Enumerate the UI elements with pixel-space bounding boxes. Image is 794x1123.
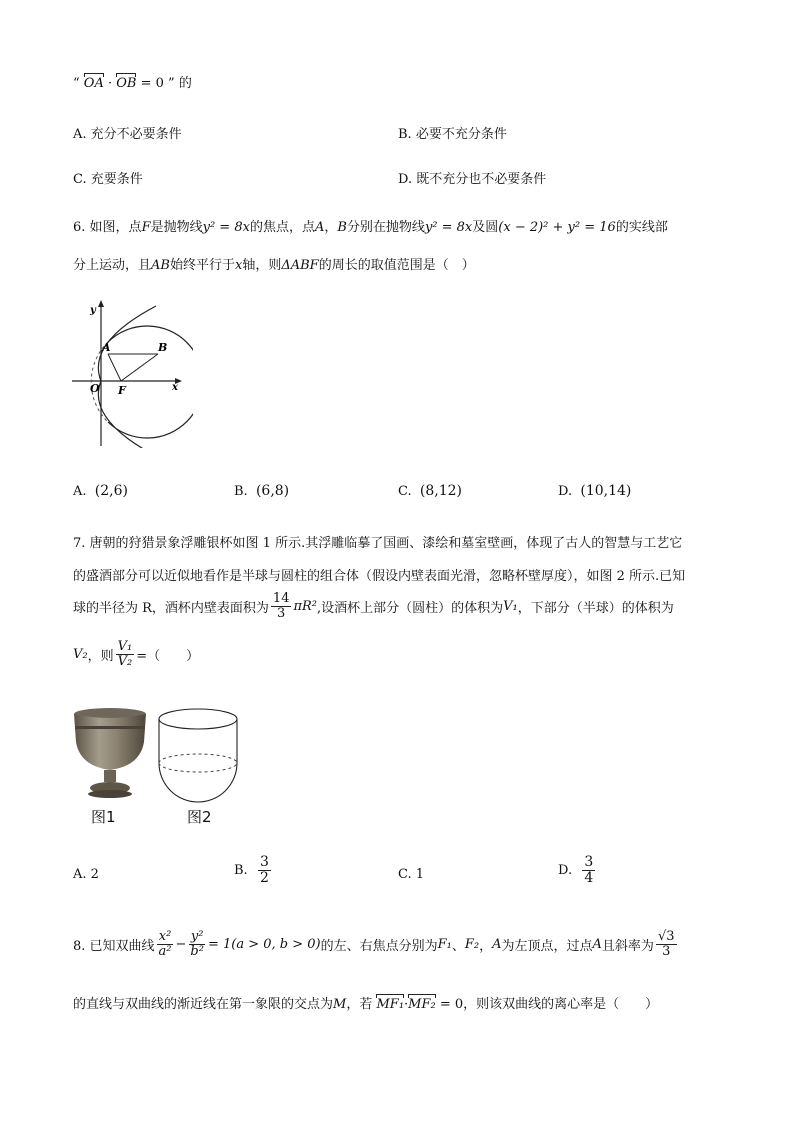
fraction-numerator: y²	[190, 929, 204, 944]
vertex-a: A	[492, 936, 502, 952]
option-value: (8,12)	[419, 483, 462, 499]
text: 是抛物线	[150, 220, 203, 235]
label-y: y	[90, 305, 96, 316]
fraction-denominator: b²	[190, 943, 204, 959]
figure-1-label: 图1	[91, 808, 116, 826]
point-b: B	[337, 220, 347, 235]
q5-option-d[interactable]: D. 既不充分也不必要条件	[398, 172, 547, 187]
circle-solid-arc	[108, 326, 193, 438]
label-x: x	[172, 382, 178, 393]
q7-option-b[interactable]	[234, 855, 273, 885]
x-symbol: x	[234, 258, 243, 273]
text: 球的半径为 R，酒杯内壁表面积为	[73, 600, 269, 616]
cup-model-diagram	[156, 705, 240, 805]
q6-option-c[interactable]	[398, 483, 462, 499]
option-label: D.	[558, 484, 573, 499]
q6-option-b[interactable]	[234, 483, 289, 499]
label-b: B	[158, 341, 168, 354]
text: =（ ）	[136, 648, 200, 664]
dot-product-expression	[376, 997, 463, 1012]
cup-stem	[104, 770, 116, 782]
q6-number: 6.	[73, 220, 86, 235]
segment-af-line	[108, 354, 121, 381]
minus-sign: −	[175, 936, 187, 952]
dot-operator: ·	[404, 997, 409, 1012]
x-over-a-fraction	[157, 930, 174, 958]
pi-r-squared: πR²	[293, 598, 318, 614]
option-label: C.	[398, 484, 412, 499]
figure-2-label: 图2	[187, 808, 212, 826]
close-quote: ” 的	[168, 76, 192, 91]
volume-v1: V₁	[503, 598, 518, 614]
section-dashed-back	[159, 754, 237, 763]
text: 的左、右焦点分别为	[320, 938, 438, 954]
point-m: M	[333, 997, 347, 1012]
text: ，	[324, 220, 338, 235]
fraction-denominator: 4	[584, 869, 594, 886]
fraction-denominator: a²	[158, 943, 172, 959]
segment-bf-line	[121, 354, 158, 381]
text: 且斜率为	[601, 938, 654, 954]
circle-equation: (x − 2)² + y² = 16	[498, 220, 616, 235]
text: 的焦点，点	[249, 220, 315, 235]
q8-line-2	[73, 993, 658, 1012]
vector-expression: OA · OB = 0	[83, 76, 164, 91]
text: 的周长的取值范围是（ ）	[318, 258, 475, 273]
text: ，则该双曲线的离心率是（ ）	[463, 997, 659, 1012]
text: 、	[451, 938, 465, 954]
focus-f1: F₁	[437, 936, 452, 952]
open-quote: “	[73, 76, 80, 91]
hyperbola-condition: = 1(a > 0, b > 0)	[207, 936, 321, 952]
text: 分别在抛物线	[346, 220, 425, 235]
text: 分上运动，且	[73, 258, 152, 273]
fraction-denominator: 2	[259, 869, 269, 886]
text: ,设酒杯上部分（圆柱）的体积为	[317, 600, 504, 616]
q5-option-b[interactable]: B. 必要不充分条件	[398, 127, 507, 142]
text: 为左顶点，过点	[501, 938, 593, 954]
text: ，	[479, 938, 493, 954]
parabola-equation: y² = 8x	[424, 220, 473, 235]
fraction-numerator: √3	[657, 929, 675, 944]
option-value: (6,8)	[255, 483, 290, 499]
q7-line-1: 7. 唐朝的狩猎景象浮雕银杯如图 1 所示.其浮雕临摹了国画、漆绘和墓室壁画，体现了古人的智慧与工艺它	[73, 536, 683, 551]
option-label: D.	[558, 862, 573, 878]
q6-line-1	[73, 216, 668, 235]
text: 始终平行于	[169, 258, 235, 273]
fraction-denominator: 3	[277, 605, 286, 621]
y-over-b-fraction	[188, 930, 206, 958]
cylinder-top-ellipse	[159, 709, 237, 729]
ratio-fraction	[116, 640, 135, 668]
point-a: A	[592, 936, 602, 952]
equals-zero: = 0	[439, 997, 464, 1012]
q7-option-c[interactable]: C. 1	[398, 867, 425, 882]
cup-base	[88, 790, 132, 798]
fraction-numerator: x²	[158, 929, 172, 944]
cup-band	[75, 726, 145, 729]
q8-line-1	[73, 930, 679, 958]
fraction-numerator: V₁	[117, 639, 133, 654]
cup-body	[74, 714, 146, 770]
volume-v2: V₂	[73, 646, 88, 662]
label-a: A	[102, 341, 111, 354]
q7-line-4	[73, 640, 199, 668]
area-fraction	[271, 592, 292, 620]
segment-ab: AB	[151, 258, 170, 273]
focus-f2: F₂	[464, 936, 480, 952]
text: 轴，则	[242, 258, 282, 273]
fraction-numerator: 3	[584, 854, 594, 870]
point-a: A	[314, 220, 325, 235]
text: ，下部分（半球）的体积为	[517, 600, 674, 616]
section-dashed-front	[159, 763, 237, 772]
option-fraction	[582, 855, 595, 885]
fraction-numerator: 14	[272, 591, 290, 606]
fraction-numerator: 3	[259, 854, 269, 870]
text: ，若	[346, 997, 373, 1012]
text: 的直线与双曲线的渐近线在第一象限的交点为	[73, 997, 334, 1012]
option-label: B.	[234, 862, 248, 878]
hemisphere-arc	[159, 763, 237, 802]
text: 及圆	[472, 220, 499, 235]
q5-option-c[interactable]: C. 充要条件	[73, 172, 143, 187]
fraction-denominator: 3	[662, 943, 671, 959]
q5-option-a[interactable]: A. 充分不必要条件	[73, 127, 182, 142]
text: 如图，点	[89, 220, 142, 235]
slope-fraction	[656, 930, 677, 958]
option-value: (10,14)	[580, 483, 632, 499]
text: 的实线部	[615, 220, 668, 235]
q5-condition	[73, 72, 192, 91]
option-value: (2,6)	[94, 483, 128, 499]
option-fraction	[258, 855, 271, 885]
text: ，则	[87, 648, 114, 664]
label-o: O	[90, 382, 100, 395]
fraction-denominator: V₂	[117, 653, 133, 669]
q6-option-d[interactable]	[558, 483, 631, 499]
point-f: F	[141, 220, 151, 235]
parabola-circle-figure	[68, 298, 193, 448]
option-label: A.	[73, 484, 87, 499]
parabola-equation: y² = 8x	[202, 220, 250, 235]
text: 8. 已知双曲线	[73, 938, 155, 954]
triangle-abf: ΔABF	[281, 258, 319, 273]
silver-cup-photo	[70, 704, 155, 800]
q7-line-2: 的盛酒部分可以近似地看作是半球与圆柱的组合体（假设内壁表面光滑，忽略杯壁厚度），如图 2 所示.已知	[73, 569, 686, 584]
vector-mf1: MF₁	[376, 997, 405, 1012]
vector-mf2: MF₂	[408, 997, 436, 1012]
q7-option-a[interactable]: A. 2	[73, 867, 99, 882]
q6-line-2	[73, 254, 475, 273]
y-axis-arrow	[98, 300, 104, 307]
q6-option-a[interactable]	[73, 483, 128, 499]
q7-line-3	[73, 592, 674, 620]
label-f: F	[118, 384, 126, 397]
option-label: B.	[234, 484, 248, 499]
q7-option-d[interactable]	[558, 855, 597, 885]
